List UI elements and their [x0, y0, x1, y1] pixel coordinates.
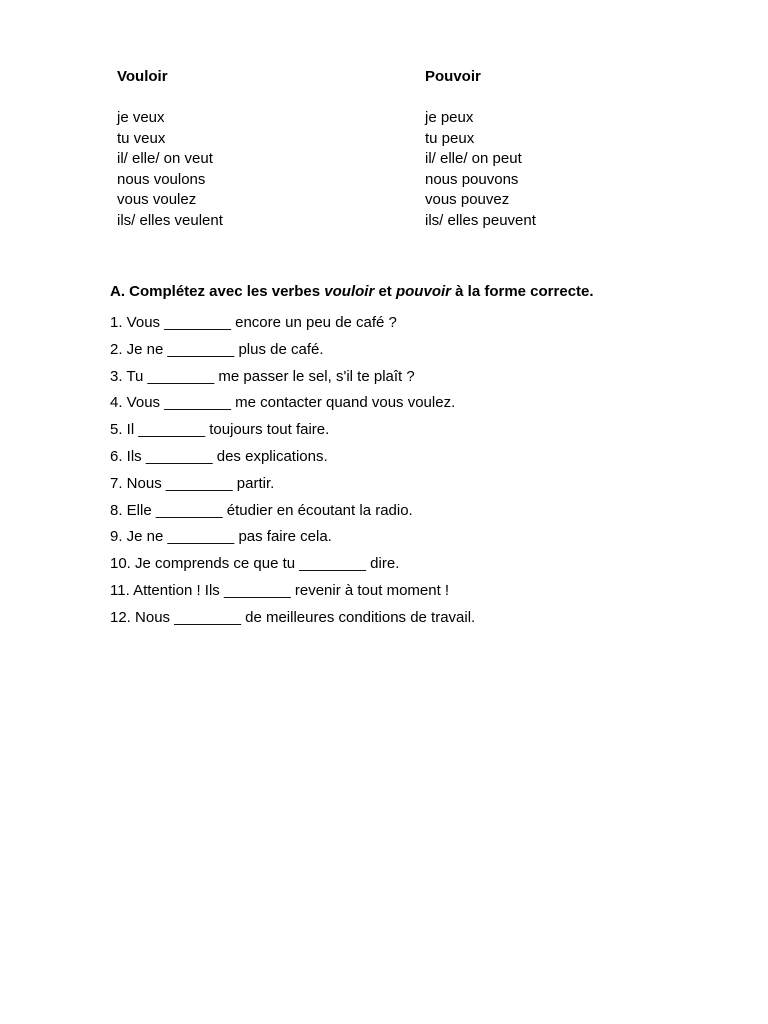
pouvoir-form: je peux: [425, 109, 474, 126]
exercise-item: 5. Il ________ toujours tout faire.: [110, 421, 330, 439]
vouloir-form: ils/ elles veulent: [117, 211, 223, 229]
pouvoir-form: nous pouvons: [425, 170, 519, 188]
pouvoir-form: tu peux: [425, 129, 475, 147]
instruction-verb-pouvoir: pouvoir: [395, 283, 451, 300]
pouvoir-title: Pouvoir: [425, 68, 481, 85]
instruction-verb-vouloir: vouloir: [324, 283, 375, 300]
vouloir-forms: [117, 108, 377, 231]
exercise-item: 1. Vous ________ encore un peu de café ?: [110, 314, 397, 331]
vouloir-conjugation: [117, 67, 377, 231]
exercise-section: [110, 282, 710, 635]
exercise-item: 12. Nous ________ de meilleures conditions de travail.: [110, 608, 476, 626]
vouloir-form: nous voulons: [117, 170, 206, 188]
vouloir-form: il/ elle/ on veut: [117, 150, 213, 167]
exercise-item: 10. Je comprends ce que tu ________ dire.: [110, 555, 400, 573]
exercise-item: 7. Nous ________ partir.: [110, 474, 275, 492]
pouvoir-form: ils/ elles peuvent: [425, 211, 536, 229]
pouvoir-form: vous pouvez: [425, 191, 510, 208]
vouloir-title: Vouloir: [117, 68, 168, 85]
exercise-item: 11. Attention ! Ils ________ revenir à tout moment !: [110, 581, 450, 599]
instruction-text: et: [374, 283, 396, 300]
exercise-item: 3. Tu ________ me passer le sel, s'il te plaît ?: [110, 367, 415, 385]
pouvoir-form: il/ elle/ on peut: [425, 150, 522, 167]
exercise-item: 9. Je ne ________ pas faire cela.: [110, 528, 332, 546]
exercise-items: [110, 313, 710, 635]
exercise-item: 2. Je ne ________ plus de café.: [110, 340, 324, 358]
exercise-item: 4. Vous ________ me contacter quand vous voulez.: [110, 394, 456, 412]
pouvoir-conjugation: [425, 67, 685, 231]
pouvoir-forms: [425, 108, 685, 231]
exercise-instruction: [110, 282, 710, 302]
vouloir-form: tu veux: [117, 129, 166, 147]
exercise-item: 8. Elle ________ étudier en écoutant la radio.: [110, 501, 413, 519]
instruction-text: A. Complétez avec les verbes: [110, 283, 325, 300]
vouloir-form: vous voulez: [117, 191, 197, 208]
vouloir-form: je veux: [117, 109, 165, 126]
exercise-item: 6. Ils ________ des explications.: [110, 447, 328, 465]
instruction-text: à la forme correcte.: [450, 283, 594, 300]
